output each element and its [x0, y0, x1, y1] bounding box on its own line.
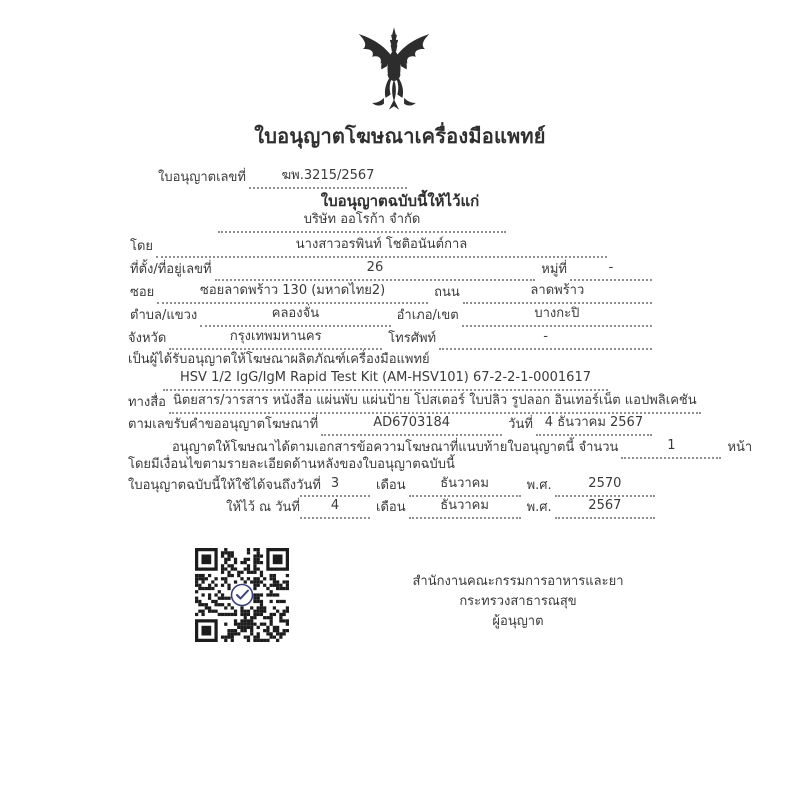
issued-year: 2567	[555, 497, 655, 519]
issued-day: 4	[300, 497, 370, 519]
road-value: ลาดพร้าว	[463, 282, 652, 304]
road-label: ถนน	[434, 285, 460, 300]
company-name: บริษัท ออโรก้า จำกัด	[218, 211, 506, 233]
soi-label: ซอย	[130, 285, 155, 300]
province-label: จังหวัด	[128, 331, 167, 346]
request-date-label: วันที่	[508, 417, 533, 432]
subdistrict-value: คลองจั่น	[200, 305, 390, 327]
authority-block	[402, 572, 634, 632]
province-phone-row	[128, 328, 652, 350]
request-no-value: AD6703184	[321, 414, 502, 436]
license-number-label: ใบอนุญาตเลขที่	[158, 170, 246, 185]
soi-value: ซอยลาดพร้าว 130 (มหาดไทย2)	[157, 282, 428, 304]
issued-month-label: เดือน	[376, 500, 406, 515]
request-row	[128, 414, 652, 436]
moo-value: -	[570, 259, 652, 281]
pages-value: 1	[621, 437, 721, 459]
authority-org-line1: สำนักงานคณะกรรมการอาหารและยา	[412, 574, 624, 589]
valid-until-year: 2570	[555, 475, 655, 497]
address-no-label: ที่ตั้ง/ที่อยู่เลขที่	[130, 262, 212, 277]
subdistrict-district-row	[130, 305, 652, 327]
product-value: HSV 1/2 IgG/IgM Rapid Test Kit (AM-HSV101) 67-2-2-1-0001617	[163, 369, 608, 391]
subdistrict-label: ตำบล/แขวง	[130, 308, 198, 323]
request-date-value: 4 ธันวาคม 2567	[536, 414, 652, 436]
request-no-label: ตามเลขรับคำขออนุญาตโฆษณาที่	[128, 417, 319, 432]
by-name: นางสาวอรพินท์ โชติอนันต์กาล	[156, 236, 607, 258]
province-value: กรุงเทพมหานคร	[169, 328, 382, 350]
company-row	[218, 211, 506, 233]
by-row	[130, 236, 607, 258]
valid-until-day: 3	[300, 475, 370, 497]
phone-label: โทรศัพท์	[388, 331, 437, 346]
garuda-emblem-icon	[352, 26, 436, 116]
permit-statement: เป็นผู้ได้รับอนุญาตให้โฆษณาผลิตภัณฑ์เครื่องมือแพทย์	[128, 352, 430, 367]
soi-road-row	[130, 282, 652, 304]
moo-label: หมู่ที่	[541, 262, 567, 277]
valid-until-row	[128, 475, 655, 497]
valid-until-month: ธันวาคม	[409, 475, 521, 497]
valid-until-label: ใบอนุญาตฉบับนี้ให้ใช้ได้จนถึงวันที่	[128, 478, 321, 493]
authority-org-line2: กระทรวงสาธารณสุข	[459, 594, 577, 609]
conditions-note: โดยมีเงื่อนไขตามรายละเอียดด้านหลังของใบอนุญาตฉบับนี้	[128, 457, 455, 472]
document-title: ใบอนุญาตโฆษณาเครื่องมือแพทย์	[254, 124, 546, 148]
media-value: นิตยสาร/วารสาร หนังสือ แผ่นพับ แผ่นป้าย โปสเตอร์ ใบปลิว รูปลอก อินเทอร์เน็ต แอปพลิเคชัน	[169, 392, 701, 414]
issued-label: ให้ไว้ ณ วันที่	[226, 500, 300, 515]
license-number-value: ฆพ.3215/2567	[249, 167, 407, 189]
media-label: ทางสื่อ	[128, 395, 166, 410]
license-number-row	[158, 167, 407, 189]
by-label: โดย	[130, 239, 154, 254]
qr-code	[195, 548, 289, 642]
address-no-value: 26	[215, 259, 536, 281]
issued-row	[128, 497, 655, 519]
given-to-heading: ใบอนุญาตฉบับนี้ให้ไว้แก่	[320, 192, 480, 210]
issued-era-label: พ.ศ.	[526, 500, 552, 515]
approval-statement: อนุญาตให้โฆษณาได้ตามเอกสารข้อความโฆษณาที่แนบท้ายใบอนุญาตนี้ จำนวน	[172, 440, 619, 455]
product-row	[163, 369, 608, 391]
signer-role: ผู้อนุญาต	[492, 614, 544, 629]
address-row	[130, 259, 652, 281]
district-value: บางกะปิ	[462, 305, 652, 327]
pages-unit-label: หน้า	[727, 440, 753, 455]
phone-value: -	[439, 328, 652, 350]
media-row	[128, 392, 697, 414]
district-label: อำเภอ/เขต	[396, 308, 459, 323]
issued-month: ธันวาคม	[409, 497, 521, 519]
valid-until-month-label: เดือน	[376, 478, 406, 493]
valid-until-era-label: พ.ศ.	[526, 478, 552, 493]
